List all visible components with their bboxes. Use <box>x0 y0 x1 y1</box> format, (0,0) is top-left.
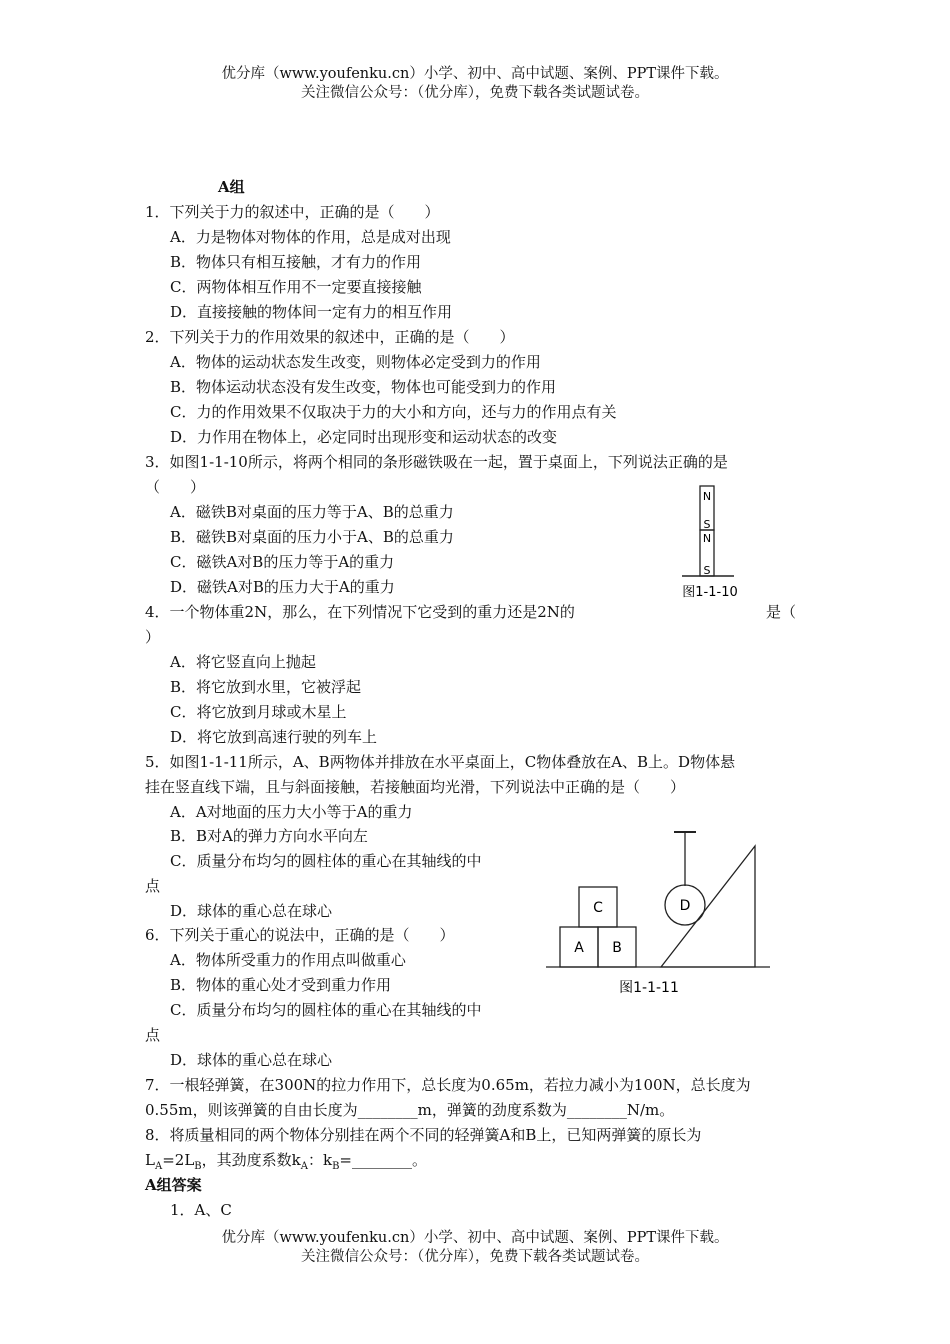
q3-stem-line-1: 3．如图1-1-10所示，将两个相同的条形磁铁吸在一起，置于桌面上，下列说法正确的是 <box>145 453 728 471</box>
q2-option-b: B．物体运动状态没有发生改变，物体也可能受到力的作用 <box>170 378 557 396</box>
answer-1: 1．A、C <box>170 1201 232 1219</box>
answers-title: A组答案 <box>145 1176 202 1194</box>
magnet-b-top-pole: N <box>702 532 712 545</box>
q2-option-d: D．力作用在物体上，必定同时出现形变和运动状态的改变 <box>170 428 558 446</box>
q8-la: L <box>145 1151 155 1169</box>
ball-d-label: D <box>679 898 691 914</box>
page-header <box>0 65 950 103</box>
q8-end: =________。 <box>339 1151 427 1169</box>
q8-eq: =2L <box>162 1151 195 1169</box>
q8-colon: ：k <box>307 1151 333 1169</box>
incline <box>661 846 755 967</box>
q8-la-sub: A <box>154 1161 163 1172</box>
q3-option-d: D．磁铁A对B的压力大于A的重力 <box>170 578 395 596</box>
magnet-a-top-pole: N <box>702 490 712 503</box>
q1-stem: 1．下列关于力的叙述中，正确的是（ ） <box>145 203 440 221</box>
q7-line-1: 7．一根轻弹簧，在300N的拉力作用下，总长度为0.65m，若拉力减小为100N，总长度为 <box>145 1076 751 1094</box>
figure-caption-1-1-11: 图1-1-11 <box>619 980 679 996</box>
footer-line-1: 优分库（www.youfenku.cn）小学、初中、高中试题、案例、PPT课件下载。 <box>221 1230 729 1246</box>
section-title: A组 <box>218 178 245 196</box>
q2-stem: 2．下列关于力的作用效果的叙述中，正确的是（ ） <box>145 328 515 346</box>
q5-option-c-line-1: C．质量分布均匀的圆柱体的重心在其轴线的中 <box>170 852 482 870</box>
q8-ka-sub: A <box>300 1161 308 1172</box>
figure-caption-1-1-10: 图1-1-10 <box>682 585 738 600</box>
q4-option-b: B．将它放到水里，它被浮起 <box>170 678 362 696</box>
figure-magnets <box>672 484 762 602</box>
q6-option-a: A．物体所受重力的作用点叫做重心 <box>170 951 406 969</box>
q4-option-c: C．将它放到月球或木星上 <box>170 703 347 721</box>
q5-option-b: B．B对A的弹力方向水平向左 <box>170 827 368 845</box>
q4-stem-line-1-end: 是（ <box>766 603 797 621</box>
header-line-2: 关注微信公众号：（优分库），免费下载各类试题试卷。 <box>301 85 649 101</box>
q8-line-1: 8．将质量相同的两个物体分别挂在两个不同的轻弹簧A和B上，已知两弹簧的原长为 <box>145 1126 702 1144</box>
block-c-label: C <box>593 900 603 916</box>
header-line-1: 优分库（www.youfenku.cn）小学、初中、高中试题、案例、PPT课件下载。 <box>221 66 729 82</box>
block-b-label: B <box>612 940 622 956</box>
q2-option-c: C．力的作用效果不仅取决于力的大小和方向，还与力的作用点有关 <box>170 403 617 421</box>
q2-option-a: A．物体的运动状态发生改变，则物体必定受到力的作用 <box>170 353 541 371</box>
q3-stem-line-2: （ ） <box>145 478 206 496</box>
q8-lb-sub: B <box>194 1161 202 1172</box>
block-a-label: A <box>574 940 584 956</box>
q4-option-a: A．将它竖直向上抛起 <box>170 653 316 671</box>
q5-option-d: D．球体的重心总在球心 <box>170 902 333 920</box>
q5-stem-line-2: 挂在竖直线下端，且与斜面接触，若接触面均光滑，下列说法中正确的是（ ） <box>145 778 686 796</box>
q8-line-2 <box>145 1150 427 1177</box>
q6-option-b: B．物体的重心处才受到重力作用 <box>170 976 392 994</box>
figure-blocks-incline <box>544 826 774 1001</box>
page-footer <box>0 1229 950 1267</box>
q6-stem: 6．下列关于重心的说法中，正确的是（ ） <box>145 926 455 944</box>
q6-option-d: D．球体的重心总在球心 <box>170 1051 333 1069</box>
q8-kb-sub: B <box>332 1161 340 1172</box>
q1-option-d: D．直接接触的物体间一定有力的相互作用 <box>170 303 453 321</box>
q1-option-b: B．物体只有相互接触，才有力的作用 <box>170 253 422 271</box>
q3-option-a: A．磁铁B对桌面的压力等于A、B的总重力 <box>170 503 454 521</box>
q5-option-a: A．A对地面的压力大小等于A的重力 <box>170 803 413 821</box>
q1-option-a: A．力是物体对物体的作用，总是成对出现 <box>170 228 451 246</box>
q8-mid: ，其劲度系数k <box>201 1151 301 1169</box>
q4-stem-line-2: ） <box>145 628 161 646</box>
magnet-a-bottom-pole: S <box>703 518 711 531</box>
q6-option-c-line-1: C．质量分布均匀的圆柱体的重心在其轴线的中 <box>170 1001 482 1019</box>
q4-option-d: D．将它放到高速行驶的列车上 <box>170 728 378 746</box>
q3-option-c: C．磁铁A对B的压力等于A的重力 <box>170 553 395 571</box>
q6-option-c-line-2: 点 <box>145 1026 161 1044</box>
q3-option-b: B．磁铁B对桌面的压力小于A、B的总重力 <box>170 528 454 546</box>
q1-option-c: C．两物体相互作用不一定要直接接触 <box>170 278 422 296</box>
magnet-b-bottom-pole: S <box>703 564 711 577</box>
q5-option-c-line-2: 点 <box>145 877 161 895</box>
q4-stem-line-1: 4．一个物体重2N，那么，在下列情况下它受到的重力还是2N的 <box>145 603 575 621</box>
q5-stem-line-1: 5．如图1-1-11所示，A、B两物体并排放在水平桌面上，C物体叠放在A、B上。D物体悬 <box>145 753 736 771</box>
footer-line-2: 关注微信公众号：（优分库），免费下载各类试题试卷。 <box>301 1249 649 1265</box>
q7-line-2: 0.55m，则该弹簧的自由长度为________m，弹簧的劲度系数为________N/m。 <box>145 1101 675 1119</box>
